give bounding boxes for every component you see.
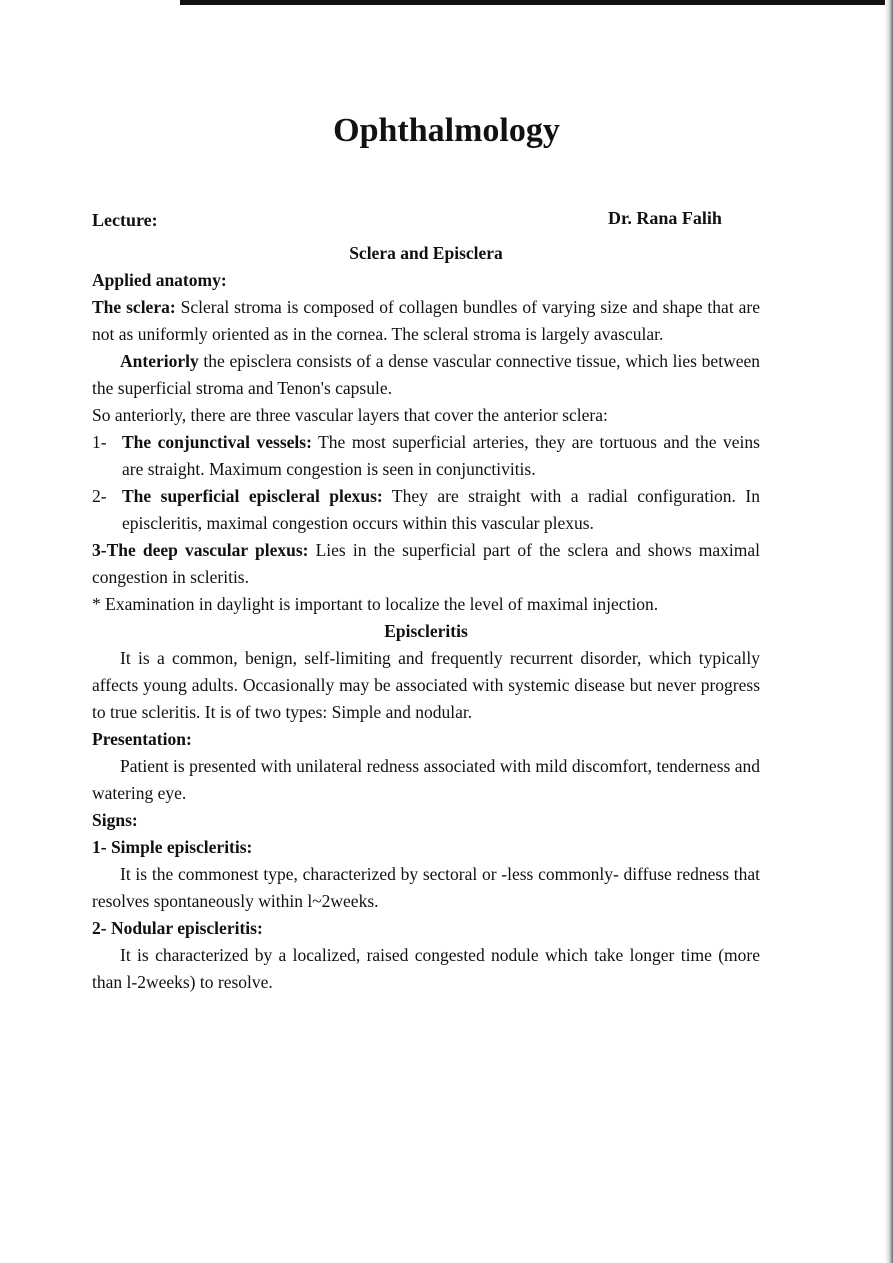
sclera-paragraph — [92, 294, 760, 348]
page-title: Ophthalmology — [333, 112, 560, 149]
episcleritis-heading: Episcleritis — [384, 621, 468, 641]
scan-edge-right — [885, 0, 893, 1263]
layer-text: The most superficial arteries, they are tortuous and the veins are straight. Maximum congestion is seen in conjunctivitis. — [122, 432, 760, 479]
episcleritis-intro: It is a common, benign, self-limiting and frequently recurrent disorder, which typically affects young adults. Occasionally may be associated with systemic disease but never progress to true scleritis. It is of two types: Simple and nodular. — [92, 648, 760, 722]
layers-intro: So anteriorly, there are three vascular layers that cover the anterior sclera: — [92, 405, 608, 425]
layer-term: The conjunctival vessels: — [122, 432, 312, 452]
layer3-number: 3- — [92, 540, 107, 560]
scan-edge-top — [180, 0, 893, 5]
sclera-text: Scleral stroma is composed of collagen bundles of varying size and shape that are not as uniformly oriented as in the cornea. The scleral stroma is largely avascular. — [92, 297, 760, 344]
anterior-text: the episclera consists of a dense vascular connective tissue, which lies between the superficial stroma and Tenon's capsule. — [92, 351, 760, 398]
daylight-note: * Examination in daylight is important to localize the level of maximal injection. — [92, 594, 659, 614]
presentation-heading: Presentation: — [92, 729, 192, 749]
nodular-episcleritis-heading: 2- Nodular episcleritis: — [92, 918, 263, 938]
layer-item-conjunctival — [92, 429, 760, 483]
presentation-text: Patient is presented with unilateral redness associated with mild discomfort, tenderness and watering eye. — [92, 756, 760, 803]
applied-anatomy-heading: Applied anatomy: — [92, 270, 227, 290]
lecture-label: Lecture: — [92, 210, 158, 230]
layer-number: 1- — [92, 432, 107, 452]
layer3-text: Lies in the superficial part of the sclera and shows maximal congestion in scleritis. — [92, 540, 760, 587]
layer3-term: The deep vascular plexus: — [106, 540, 309, 560]
topic-heading: Sclera and Episclera — [349, 243, 503, 263]
simple-episcleritis-heading: 1- Simple episcleritis: — [92, 837, 253, 857]
nodular-episcleritis-text: It is characterized by a localized, raised congested nodule which take longer time (more than l-2weeks) to resolve. — [92, 945, 760, 992]
anterior-paragraph — [92, 348, 760, 402]
document-body — [92, 240, 760, 996]
simple-episcleritis-text: It is the commonest type, characterized by sectoral or -less commonly- diffuse redness that resolves spontaneously within l~2weeks. — [92, 864, 760, 911]
layer-item-deep-vascular — [92, 537, 760, 591]
layer-item-superficial-episcleral — [92, 483, 760, 537]
anterior-term: Anteriorly — [120, 351, 199, 371]
sclera-term: The sclera: — [92, 297, 176, 317]
layer-term: The superficial episcleral plexus: — [122, 486, 383, 506]
layer-number: 2- — [92, 486, 107, 506]
author-name: Dr. Rana Falih — [608, 208, 722, 228]
signs-heading: Signs: — [92, 810, 138, 830]
layer-text: They are straight with a radial configuration. In episcleritis, maximal congestion occurs within this vascular plexus. — [122, 486, 760, 533]
